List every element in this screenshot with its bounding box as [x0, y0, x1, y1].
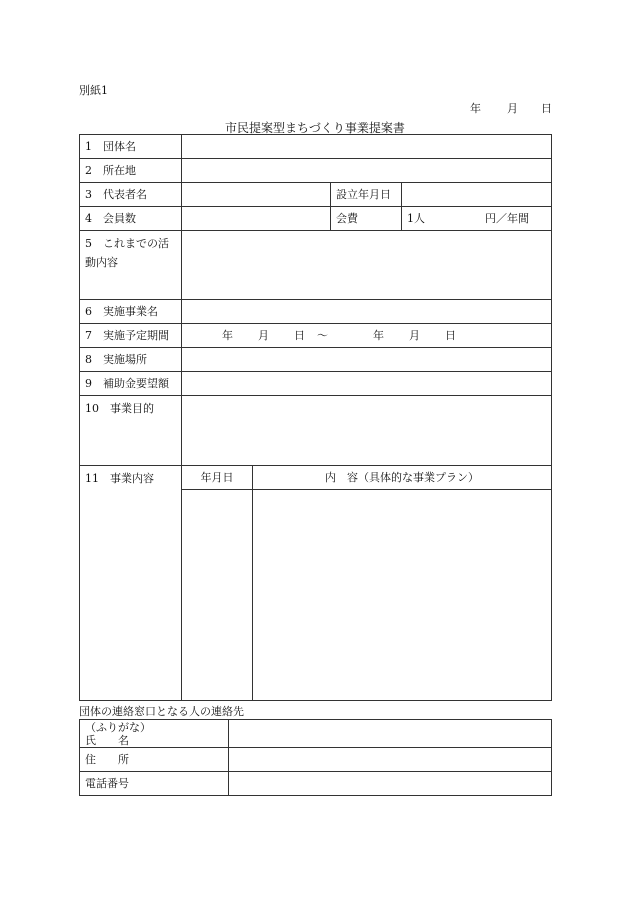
membership-fee-field[interactable] [402, 207, 552, 231]
founded-date-field[interactable] [402, 183, 552, 207]
past-activities-label-line2: 動内容 [85, 256, 118, 269]
representative-field[interactable] [182, 183, 331, 207]
project-purpose-label: 10 事業目的 [80, 396, 182, 466]
subsidy-request-field[interactable] [182, 372, 552, 396]
planned-period-field[interactable] [182, 324, 552, 348]
location-label: 2 所在地 [80, 159, 182, 183]
schedule-content-field[interactable] [253, 490, 552, 701]
project-name-field[interactable] [182, 300, 552, 324]
schedule-date-field[interactable] [182, 490, 253, 701]
contact-table [79, 719, 552, 796]
contact-heading: 団体の連絡窓口となる人の連絡先 [79, 705, 244, 718]
subsidy-request-label: 9 補助金要望額 [80, 372, 182, 396]
representative-label: 3 代表者名 [80, 183, 182, 207]
contact-phone-field[interactable] [229, 772, 552, 796]
name-label: 氏 名 [85, 734, 129, 747]
attachment-label: 別紙1 [79, 84, 108, 97]
membership-fee-label: 会費 [331, 207, 402, 231]
period-start-day: 日 [294, 329, 305, 342]
proposal-form-table [79, 134, 552, 701]
project-name-label: 6 実施事業名 [80, 300, 182, 324]
project-content-label: 11 事業内容 [80, 466, 182, 701]
member-count-label: 4 会員数 [80, 207, 182, 231]
page-title: 市民提案型まちづくり事業提案書 [225, 121, 405, 135]
fee-per-person: 1人 [407, 212, 425, 225]
contact-address-label: 住 所 [80, 748, 229, 772]
contact-name-field[interactable] [229, 720, 552, 748]
contact-address-field[interactable] [229, 748, 552, 772]
date-year: 年 [470, 102, 481, 115]
furigana-label: （ふりがな） [85, 721, 151, 734]
member-count-field[interactable] [182, 207, 331, 231]
venue-field[interactable] [182, 348, 552, 372]
contact-phone-label: 電話番号 [80, 772, 229, 796]
period-end-day: 日 [445, 329, 456, 342]
period-tilde: ～ [317, 329, 328, 342]
period-start-year: 年 [222, 329, 233, 342]
period-start-month: 月 [258, 329, 269, 342]
past-activities-label [80, 231, 182, 300]
contact-name-label [80, 720, 229, 748]
date-day: 日 [541, 102, 552, 115]
period-end-year: 年 [373, 329, 384, 342]
org-name-label: 1 団体名 [80, 135, 182, 159]
planned-period-label: 7 実施予定期間 [80, 324, 182, 348]
venue-label: 8 実施場所 [80, 348, 182, 372]
past-activities-field[interactable] [182, 231, 552, 300]
org-name-field[interactable] [182, 135, 552, 159]
fee-unit: 円／年間 [485, 212, 529, 225]
past-activities-label-line1: 5 これまでの活 [85, 237, 169, 250]
schedule-date-header: 年月日 [182, 466, 253, 490]
date-month: 月 [507, 102, 518, 115]
location-field[interactable] [182, 159, 552, 183]
period-end-month: 月 [409, 329, 420, 342]
project-purpose-field[interactable] [182, 396, 552, 466]
schedule-content-header: 内 容（具体的な事業プラン） [253, 466, 552, 490]
founded-date-label: 設立年月日 [331, 183, 402, 207]
